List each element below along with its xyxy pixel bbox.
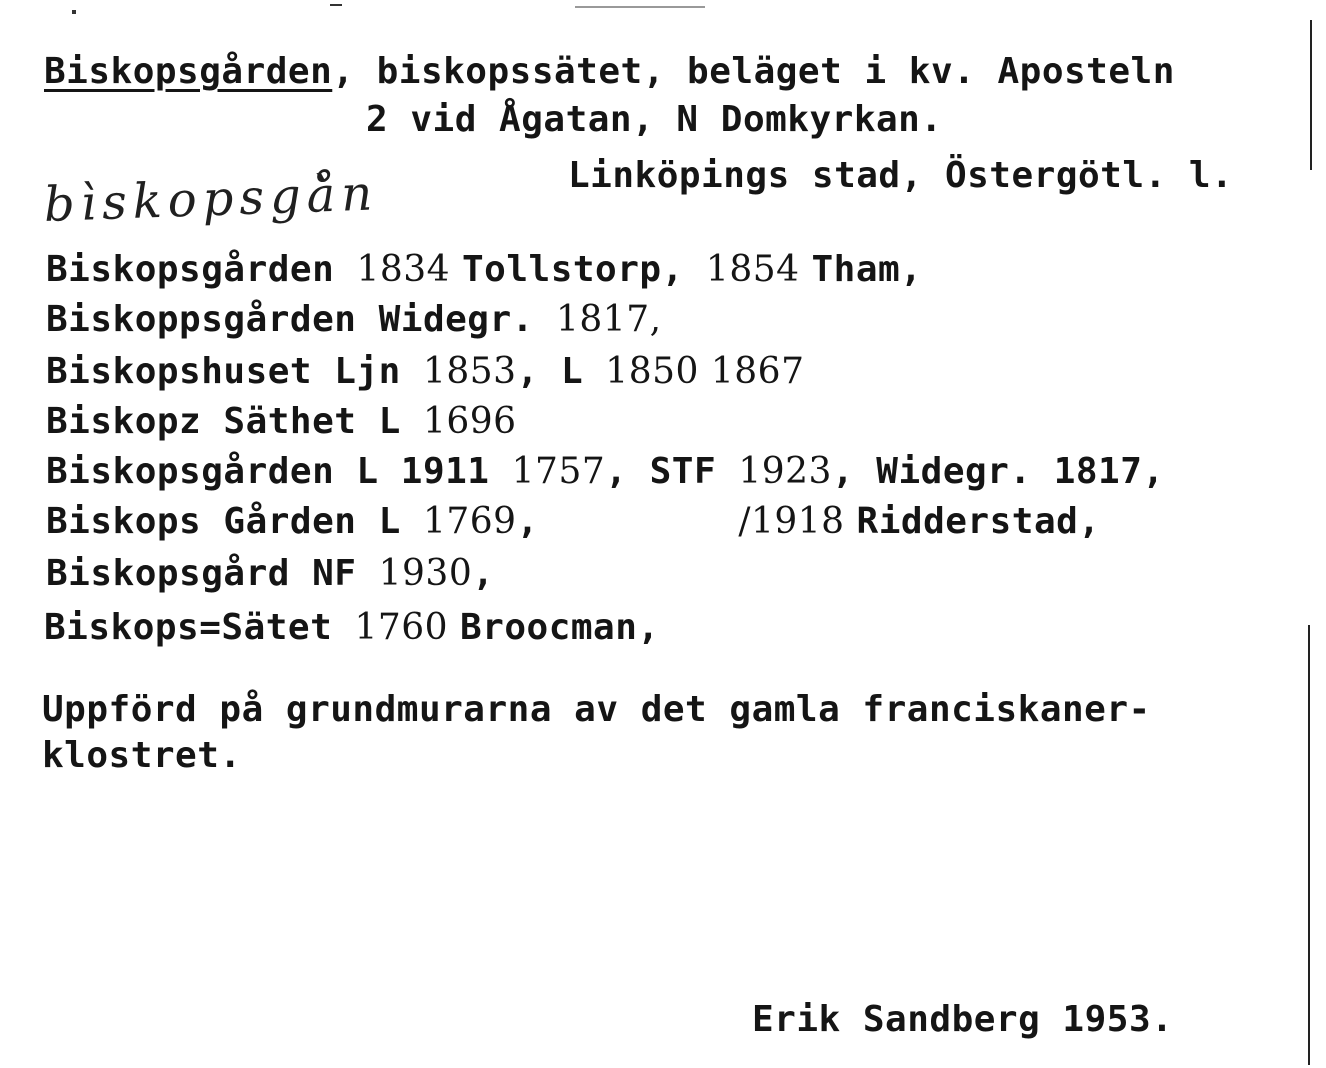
note-line-1: Uppförd på grundmurarna av det gamla franciskaner- [42,689,1151,730]
location-line: Linköpings stad, Östergötl. l. [568,155,1234,196]
name-form-line: Biskopsgården 1834 Tollstorp, 1854 Tham, [46,249,923,290]
card-right-edge [1308,625,1310,1065]
name-form-line: Biskopz Säthet L 1696 [46,401,517,442]
note-line-2: klostret. [42,735,242,776]
signature: Erik Sandberg 1953. [752,999,1174,1040]
header-line-1 [44,52,1175,92]
header-line-1-rest: , biskopssätet, beläget i kv. Aposteln [332,51,1175,92]
name-form-line: Biskops=Sätet 1760 Broocman, [44,607,660,648]
name-form-line: Biskopsgård NF 1930, [46,553,495,594]
name-form-line: Biskops Gården L 1769, /1918 Ridderstad, [46,501,1101,542]
name-form-line: Biskoppsgården Widegr. 1817, [46,299,662,340]
card-right-edge [1310,20,1312,170]
scan-speck [575,6,705,8]
handwritten-pronunciation: bìskopsgå̀n [43,165,380,233]
scan-speck [72,10,76,14]
header-line-2: 2 vid Ågatan, N Domkyrkan. [366,99,943,140]
headword: Biskopsgården [44,51,333,92]
name-form-line: Biskopsgården L 1911 1757, STF 1923, Widegr. 1817, [46,451,1165,492]
scan-speck [330,4,342,6]
name-form-line: Biskopshuset Ljn 1853, L 1850 1867 [46,351,805,392]
